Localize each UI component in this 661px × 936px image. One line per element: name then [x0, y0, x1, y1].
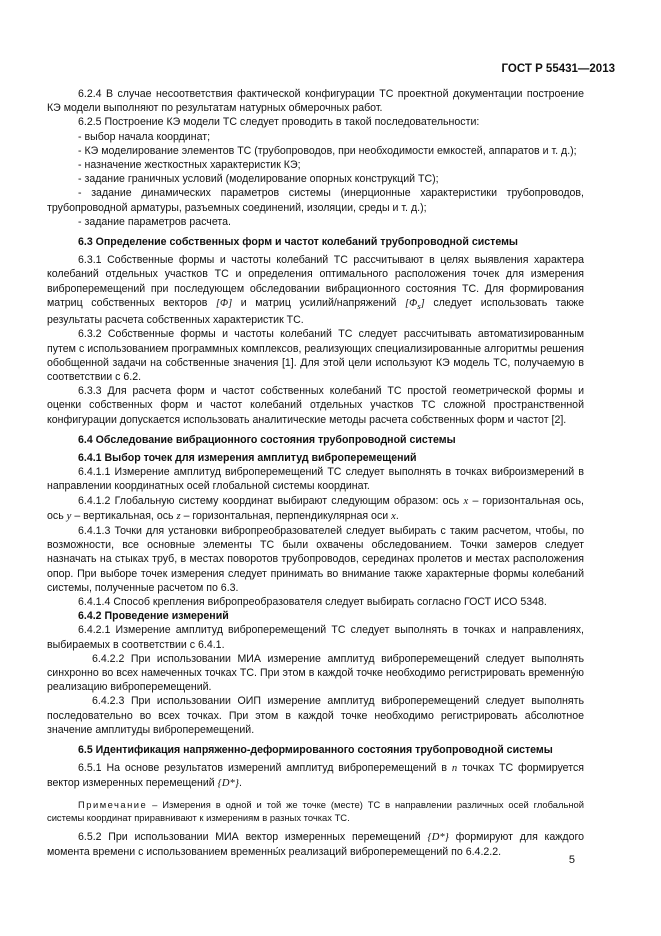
- clause-6-3-1: [47, 253, 584, 327]
- axis-x-symbol: x: [391, 510, 396, 522]
- list-item: - задание динамических параметров системы (инерционные характеристики трубопроводов, трубопроводной арматуры, разъемных соединений, изоляции, среды и т. д.);: [47, 187, 584, 214]
- note-text: – Измерения в одной и той же точке (месте) ТС в направлении различных осей глобальной системы координат приравнивают к измерениям в разных точках ТС.: [47, 798, 584, 823]
- clause-6-4-2-1: 6.4.2.1 Измерение амплитуд виброперемещений ТС следует выполнять в точках и направлениях, выбираемых в соответствии с 6.4.1.: [47, 624, 584, 651]
- section-heading-6-3: 6.3 Определение собственных форм и частот колебаний трубопроводной системы: [78, 236, 518, 249]
- clause-text: 6.5.1 На основе результатов измерений амплитуд виброперемещений в: [78, 762, 447, 775]
- list-item: - КЭ моделирование элементов ТС (трубопроводов, при необходимости емкостей, аппаратов и т. д.);: [78, 144, 577, 157]
- clause-text: – горизонтальная, перпендикулярная оси: [183, 509, 389, 522]
- matrix-phi: [Φ]: [215, 297, 233, 309]
- document-body: [47, 87, 584, 859]
- clause-text: точках ТС формируется вектор измеренных перемещений: [47, 762, 584, 790]
- measured-displacement-vector: {D*}: [217, 778, 240, 790]
- clause-6-4-1-4: 6.4.1.4 Способ крепления вибропреобразователя следует выбирать согласно ГОСТ ИСО 5348.: [78, 596, 547, 609]
- list-item: - задание граничных условий (моделирование опорных конструкций ТС);: [78, 173, 439, 186]
- axis-z-symbol: z: [176, 510, 181, 522]
- clause-6-4-1-3: 6.4.1.3 Точки для установки вибропреобразователей следует выбирать с таким расчетом, чтобы, по возможности, все основные элементы ТС были охвачены обследованием. Точки замеров следует назначать на стыках труб, в местах поворотов трубопроводов, серединах пролетов и местах расположения опор. При выборе точек измерения следует принимать во внимание также характерные формы колебаний системы, полученные расчетом по 6.3.: [47, 525, 584, 594]
- clause-6-5-2: [47, 830, 584, 859]
- standard-header: ГОСТ Р 55431—2013: [501, 63, 615, 75]
- page-number: 5: [568, 854, 575, 866]
- list-item: - выбор начала координат;: [78, 130, 211, 143]
- clause-text: .: [395, 509, 399, 522]
- subscript-s: s: [417, 300, 421, 311]
- clause-6-3-2: 6.3.2 Собственные формы и частоты колебаний ТС следует рассчитывать автоматизированным путем с использованием программных комплексов, реализующих специализированные алгоритмы решения обобщенной задачи на собственные значения [1]. Для этой цели используют КЭ модель ТС, получаемую в соответствии с 6.2.: [47, 328, 584, 383]
- measured-displacement-vector: {D*}: [427, 831, 449, 843]
- matrix-phi-s-base: [Φ: [405, 297, 418, 309]
- clause-6-3-3: 6.3.3 Для расчета форм и частот собственных колебаний ТС простой геометрической формы и оценки собственных форм и частот колебаний отдельных участков ТС сложной пространственной конфигурации допускается использовать аналитические методы расчета собственных форм и частот [2].: [47, 385, 584, 426]
- clause-text: следует использовать также результаты расчета собственных характеристик ТС.: [47, 296, 584, 327]
- clause-6-4-2-2: 6.4.2.2 При использовании МИА измерение амплитуд виброперемещений следует выполнять синхронно во всех намеченных точках ТС. При этом в каждой точке необходимо регистрировать временнýю реализацию виброперемещений.: [47, 652, 584, 694]
- subsection-heading-6-4-1: 6.4.1 Выбор точек для измерения амплитуд виброперемещений: [78, 451, 417, 464]
- clause-text: – горизонтальная ось, ось: [47, 494, 584, 522]
- clause-6-4-2-3: 6.4.2.3 При использовании ОИП измерение амплитуд виброперемещений следует выполнять последовательно во всех точках. При этом в каждой точке необходимо регистрировать абсолютное значение амплитуды виброперемещений.: [47, 695, 584, 736]
- clause-6-4-1-1: 6.4.1.1 Измерение амплитуд виброперемещений ТС следует выполнять в точках виброизмерений в направлении координатных осей глобальной системы координат.: [47, 466, 584, 493]
- clause-text: и матриц усилий/напряжений: [240, 296, 397, 309]
- list-item: - задание параметров расчета.: [78, 215, 231, 228]
- clause-6-2-5: 6.2.5 Построение КЭ модели ТС следует проводить в такой последовательности:: [78, 116, 480, 129]
- variable-n: n: [451, 763, 458, 775]
- matrix-phi-s: [405, 298, 425, 309]
- matrix-close-bracket: ]: [420, 297, 425, 309]
- section-heading-6-4: 6.4 Обследование вибрационного состояния трубопроводной системы: [78, 433, 456, 446]
- clause-6-4-1-2: [47, 494, 584, 524]
- clause-text: – вертикальная, ось: [74, 509, 174, 522]
- clause-text: 6.5.2 При использовании МИА вектор измеренных перемещений: [78, 830, 421, 843]
- list-item: - назначение жесткостных характеристик КЭ;: [78, 159, 301, 172]
- subsection-heading-6-4-2: 6.4.2 Проведение измерений: [78, 610, 229, 623]
- note: [47, 798, 584, 824]
- clause-text: 6.4.1.2 Глобальную систему координат выбирают следующим образом: ось: [78, 494, 460, 507]
- axis-y-symbol: y: [66, 510, 72, 522]
- note-label: Примечание: [78, 798, 148, 810]
- axis-x-symbol: x: [463, 495, 469, 507]
- clause-6-2-4: 6.2.4 В случае несоответствия фактической конфигурации ТС проектной документации построение КЭ модели выполняют по результатам натурных обмерочных работ.: [47, 88, 584, 115]
- clause-text: .: [239, 777, 242, 790]
- clause-text: формируют для каждого момента времени с использованием временны́х реализаций виброперемещений по 6.4.2.2.: [47, 830, 584, 858]
- clause-6-5-1: [47, 761, 584, 791]
- clause-text: 6.3.1 Собственные формы и частоты колебаний ТС рассчитывают в целях выявления характера колебаний отдельных участков ТС и определения оптимального расположения точек для измерения виброперемещений при последующем обследовании вибрационного состояния ТС. Для формирования матриц собственных векторов: [47, 254, 584, 309]
- section-heading-6-5: 6.5 Идентификация напряженно-деформированного состояния трубопроводной системы: [78, 744, 553, 757]
